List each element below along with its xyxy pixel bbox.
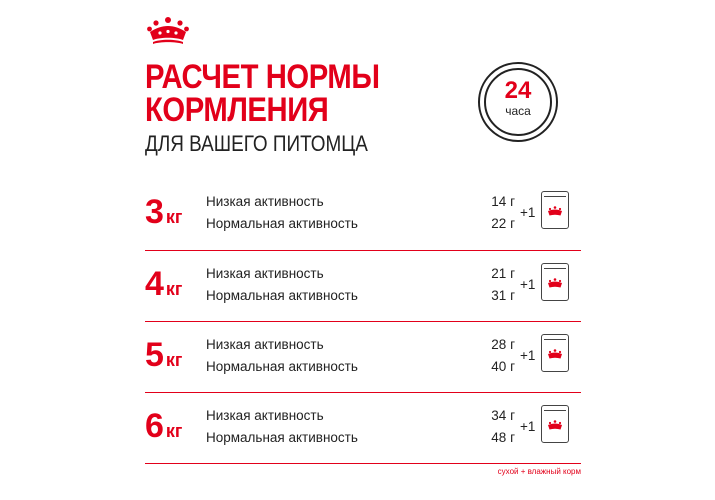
low-activity-grams: 34 г bbox=[491, 408, 515, 423]
normal-activity-label: Нормальная активность bbox=[206, 216, 358, 231]
weight-label bbox=[145, 194, 182, 235]
normal-activity-grams: 22 г bbox=[491, 216, 515, 231]
wet-food-pouch-icon bbox=[541, 405, 569, 443]
plus-one-pouch: +1 bbox=[520, 277, 536, 292]
weight-label bbox=[145, 266, 182, 307]
plus-one-pouch: +1 bbox=[520, 205, 536, 220]
normal-activity-label: Нормальная активность bbox=[206, 359, 358, 374]
low-activity-label: Низкая активность bbox=[206, 337, 324, 352]
weight-unit: кг bbox=[165, 279, 183, 299]
low-activity-grams: 21 г bbox=[491, 266, 515, 281]
weight-value: 6 bbox=[145, 407, 164, 445]
low-activity-label: Низкая активность bbox=[206, 194, 324, 209]
low-activity-grams: 14 г bbox=[491, 194, 515, 209]
wet-food-pouch-icon bbox=[541, 334, 569, 372]
low-activity-label: Низкая активность bbox=[206, 266, 324, 281]
royal-crown-icon bbox=[146, 16, 190, 46]
weight-unit: кг bbox=[165, 421, 183, 441]
weight-label bbox=[145, 408, 182, 449]
weight-value: 5 bbox=[145, 336, 164, 374]
feeding-row-6kg bbox=[145, 394, 581, 462]
weight-value: 4 bbox=[145, 265, 164, 303]
weight-label bbox=[145, 337, 182, 378]
normal-activity-grams: 40 г bbox=[491, 359, 515, 374]
normal-activity-label: Нормальная активность bbox=[206, 430, 358, 445]
wet-food-pouch-icon bbox=[541, 191, 569, 229]
page-title-line2: КОРМЛЕНИЯ bbox=[145, 91, 329, 129]
wet-food-pouch-icon bbox=[541, 263, 569, 301]
weight-unit: кг bbox=[165, 350, 183, 370]
row-divider bbox=[145, 392, 581, 393]
plus-one-pouch: +1 bbox=[520, 419, 536, 434]
badge-unit: часа bbox=[505, 104, 531, 118]
badge-number: 24 bbox=[504, 77, 532, 104]
page-title-line1: РАСЧЕТ НОРМЫ bbox=[145, 58, 380, 96]
normal-activity-label: Нормальная активность bbox=[206, 288, 358, 303]
feeding-row-5kg bbox=[145, 323, 581, 391]
row-divider bbox=[145, 250, 581, 251]
feeding-row-3kg bbox=[145, 180, 581, 248]
row-divider bbox=[145, 321, 581, 322]
normal-activity-grams: 48 г bbox=[491, 430, 515, 445]
feeding-row-4kg bbox=[145, 252, 581, 320]
24-hours-badge bbox=[484, 68, 552, 136]
plus-one-pouch: +1 bbox=[520, 348, 536, 363]
normal-activity-grams: 31 г bbox=[491, 288, 515, 303]
low-activity-grams: 28 г bbox=[491, 337, 515, 352]
page-subtitle: ДЛЯ ВАШЕГО ПИТОМЦА bbox=[145, 131, 368, 156]
row-divider bbox=[145, 463, 581, 464]
footnote: сухой + влажный корм bbox=[497, 467, 581, 476]
weight-unit: кг bbox=[165, 207, 183, 227]
low-activity-label: Низкая активность bbox=[206, 408, 324, 423]
weight-value: 3 bbox=[145, 193, 164, 231]
